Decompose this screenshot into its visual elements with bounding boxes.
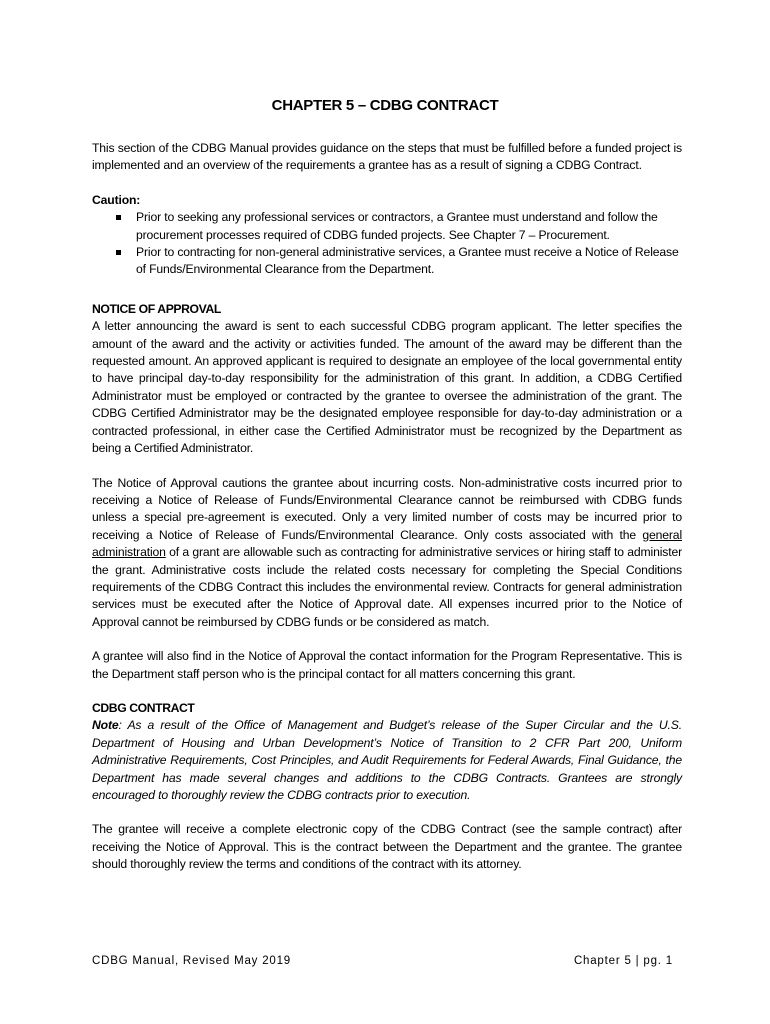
note-text: : As a result of the Office of Management and Budget’s release of the Super Circular and the U.S. Department of Housing and Urban Development’s Notice of Transition to 2 CFR Part 200, Uniform Administrative Requirements, Cost Principles, and Audit Requirements for Federal Awards, Final Guidance, the Department has made several changes and additions to the CDBG Contracts. Grantees are strongly encouraged to thoroughly review the CDBG contracts prior to execution. [92, 718, 682, 802]
notice-paragraph-1: A letter announcing the award is sent to each successful CDBG program applicant. The letter specifies the amount of the award and the activity or activities funded. The amount of the award may be different than the requested amount. An approved applicant is required to designate an employee of the local governmental entity to have principal day-to-day responsibility for the administration of this grant. In addition, a CDBG Certified Administrator must be employed or contracted by the grantee to oversee the administration of the grant. The CDBG Certified Administrator may be the designated employee responsible for day-to-day administration or a contracted professional, in either case the Certified Administrator must be recognized by the Department as being a Certified Administrator. [92, 319, 682, 456]
caution-label: Caution: [92, 192, 141, 207]
intro-paragraph: This section of the CDBG Manual provides guidance on the steps that must be fulfilled before a funded project is implemented and an overview of the requirements a grantee has as a result of signing a CDBG Contract. [92, 141, 682, 173]
bullet-icon [116, 250, 121, 255]
cdbg-contract-heading: CDBG CONTRACT [92, 700, 195, 715]
notice-of-approval-heading: NOTICE OF APPROVAL [92, 301, 221, 316]
contract-paragraph-1: The grantee will receive a complete electronic copy of the CDBG Contract (see the sample contract) after receiving the Notice of Approval. This is the contract between the Department and the grantee. The grantee should thoroughly review the terms and conditions of the contract with its attorney. [92, 822, 682, 872]
caution-item [92, 244, 682, 279]
notice-paragraph-3: A grantee will also find in the Notice of Approval the contact information for the Program Representative. This is the Department staff person who is the principal contact for all matters concerning this grant. [92, 649, 682, 681]
contract-note [92, 717, 682, 804]
notice-paragraph-2 [92, 475, 682, 632]
bullet-icon [116, 215, 121, 220]
notice-paragraph-2-end: of a grant are allowable such as contracting for administrative services or hiring staff to administer the grant. Administrative costs include the related costs necessary for completing the Special Conditions requirements of the CDBG Contract this includes the environmental review. Contracts for general administration services must be executed after the Notice of Approval date. All expenses incurred prior to the Notice of Approval cannot be reimbursed by CDBG funds or be considered as match. [92, 545, 682, 629]
caution-item-text: Prior to contracting for non-general administrative services, a Grantee must receive a Notice of Release of Funds/Environmental Clearance from the Department. [136, 245, 679, 277]
footer-manual-revision: CDBG Manual, Revised May 2019 [92, 955, 291, 967]
caution-item-text: Prior to seeking any professional services or contractors, a Grantee must understand and follow the procurement processes required of CDBG funded projects. See Chapter 7 – Procurement. [136, 210, 658, 242]
notice-paragraph-2-start: The Notice of Approval cautions the grantee about incurring costs. Non-administrative costs incurred prior to receiving a Notice of Release of Funds/Environmental Clearance cannot be reimbursed with CDBG funds unless a special pre-agreement is executed. Only a very limited number of costs may be incurred prior to receiving a Notice of Release of Funds/Environmental Clearance. Only costs associated with the [92, 475, 682, 542]
document-body [92, 140, 682, 874]
chapter-title: CHAPTER 5 – CDBG CONTRACT [271, 97, 499, 114]
caution-list [92, 209, 682, 279]
general-administration-term: general administration [92, 527, 682, 560]
note-label: Note [92, 718, 119, 733]
footer-page-number: Chapter 5 | pg. 1 [573, 955, 673, 967]
caution-item [92, 209, 682, 244]
